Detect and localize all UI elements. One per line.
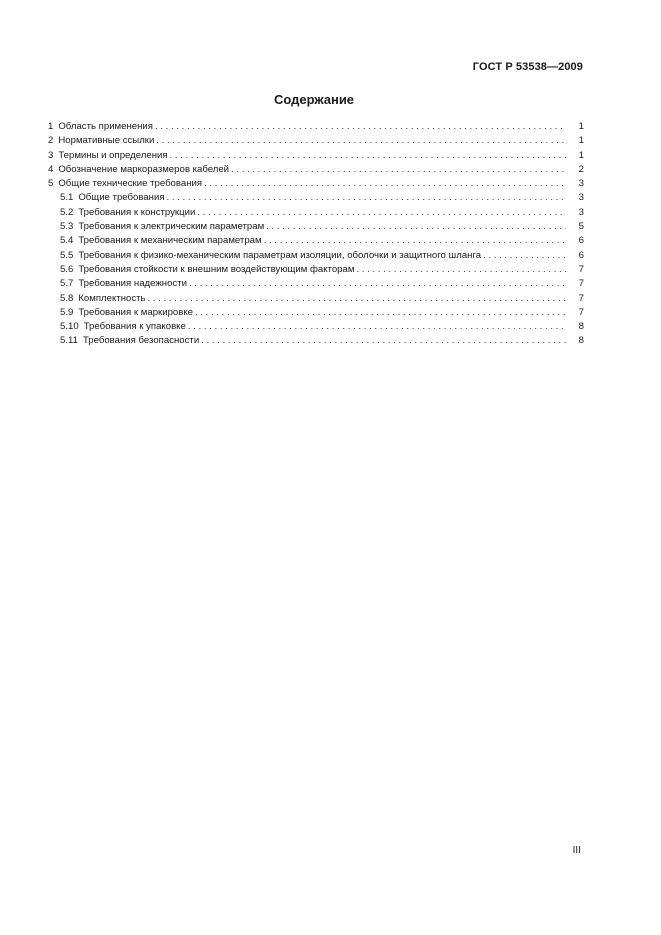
toc-dot-leader (231, 163, 566, 177)
toc-entry-label: Требования безопасности (82, 335, 200, 347)
toc-dot-leader (483, 249, 566, 263)
toc-entry-number: 5.3 (60, 221, 74, 233)
toc-entry-number: 5.2 (60, 206, 74, 218)
toc-entry-page: 8 (578, 335, 584, 347)
toc-entry[interactable] (48, 163, 584, 177)
toc-entry-page: 1 (578, 135, 584, 147)
toc-dot-leader (148, 292, 566, 306)
toc-entry-page: 7 (578, 292, 584, 304)
toc-entry[interactable] (48, 277, 584, 291)
toc-entry-number: 5.4 (60, 235, 74, 247)
toc-dot-leader (167, 191, 566, 205)
toc-entry-label: Требования к физико-механическим параметрам изоляции, оболочки и защитного шланга (78, 249, 482, 261)
toc-entry-number: 2 (48, 135, 54, 147)
toc-entry[interactable] (48, 149, 584, 163)
toc-entry[interactable] (48, 263, 584, 277)
toc-entry-page: 3 (578, 206, 584, 218)
toc-dot-leader (188, 320, 566, 334)
toc-entry-label: Требования к механическим параметрам (78, 235, 262, 247)
toc-dot-leader (201, 334, 566, 348)
toc-dot-leader (170, 149, 566, 163)
toc-entry[interactable] (48, 334, 584, 348)
toc-entry-number: 1 (48, 121, 54, 132)
page-number: III (572, 845, 581, 856)
toc-entry-label: Требования к маркировке (78, 306, 193, 318)
toc-entry-label: Комплектность (78, 292, 146, 304)
toc-dot-leader (195, 306, 566, 320)
toc-entry-number: 4 (48, 163, 54, 175)
toc-entry[interactable] (48, 134, 584, 148)
toc-entry-number: 3 (48, 149, 54, 161)
toc-entry[interactable] (48, 234, 584, 248)
toc-entry-label: Требования стойкости к внешним воздействующим факторам (78, 263, 355, 275)
toc-entry[interactable] (48, 292, 584, 306)
toc-entry[interactable] (48, 249, 584, 263)
toc-dot-leader (189, 277, 566, 291)
toc-entry[interactable] (48, 306, 584, 320)
toc-entry-page: 3 (578, 192, 584, 204)
toc-entry[interactable] (48, 206, 584, 220)
toc-entry-page: 2 (578, 163, 584, 175)
toc-entry-page: 3 (578, 178, 584, 190)
toc-entry-page: 7 (578, 263, 584, 275)
toc-entry-number: 5.8 (60, 292, 74, 304)
toc-entry-page: 6 (578, 249, 584, 261)
toc-entry-label: Обозначение маркоразмеров кабелей (58, 163, 230, 175)
toc-entry-label: Требования к конструкции (78, 206, 196, 218)
toc-entry-label: Термины и определения (58, 149, 168, 161)
toc-entry-number: 5.9 (60, 306, 74, 318)
toc-entry-page: 5 (578, 221, 584, 233)
toc-dot-leader (204, 177, 566, 191)
toc-entry-number: 5.11 (60, 335, 78, 347)
toc-entry-label: Требования к электрическим параметрам (78, 221, 265, 233)
toc-entry-page: 7 (578, 306, 584, 318)
toc-dot-leader (264, 234, 566, 248)
toc-dot-leader (197, 206, 566, 220)
toc-entry-number: 5.1 (60, 192, 74, 204)
toc-entry-page: 8 (578, 321, 584, 333)
document-code: ГОСТ Р 53538—2009 (472, 61, 583, 73)
toc-entry-number: 5 (48, 178, 54, 190)
toc-entry-label: Нормативные ссылки (58, 135, 155, 147)
toc-entry-page: 1 (578, 121, 584, 132)
toc-entry-number: 5.7 (60, 278, 74, 290)
toc-dot-leader (155, 120, 566, 134)
table-of-contents (48, 120, 584, 349)
toc-entry-label: Область применения (58, 121, 153, 132)
toc-entry-number: 5.10 (60, 321, 79, 333)
toc-dot-leader (266, 220, 566, 234)
toc-dot-leader (356, 263, 566, 277)
toc-entry-label: Требования надежности (78, 278, 187, 290)
toc-title: Содержание (273, 92, 355, 107)
toc-entry-number: 5.6 (60, 263, 74, 275)
toc-entry-label: Общие технические требования (58, 178, 203, 190)
toc-entry[interactable] (48, 191, 584, 205)
toc-dot-leader (156, 134, 566, 148)
toc-entry-page: 1 (578, 149, 584, 161)
toc-entry-label: Общие требования (78, 192, 165, 204)
toc-entry[interactable] (48, 177, 584, 191)
toc-entry-number: 5.5 (60, 249, 74, 261)
toc-entry[interactable] (48, 120, 584, 134)
toc-entry-label: Требования к упаковке (83, 321, 186, 333)
toc-entry[interactable] (48, 220, 584, 234)
toc-entry[interactable] (48, 320, 584, 334)
toc-entry-page: 7 (578, 278, 584, 290)
toc-entry-page: 6 (578, 235, 584, 247)
